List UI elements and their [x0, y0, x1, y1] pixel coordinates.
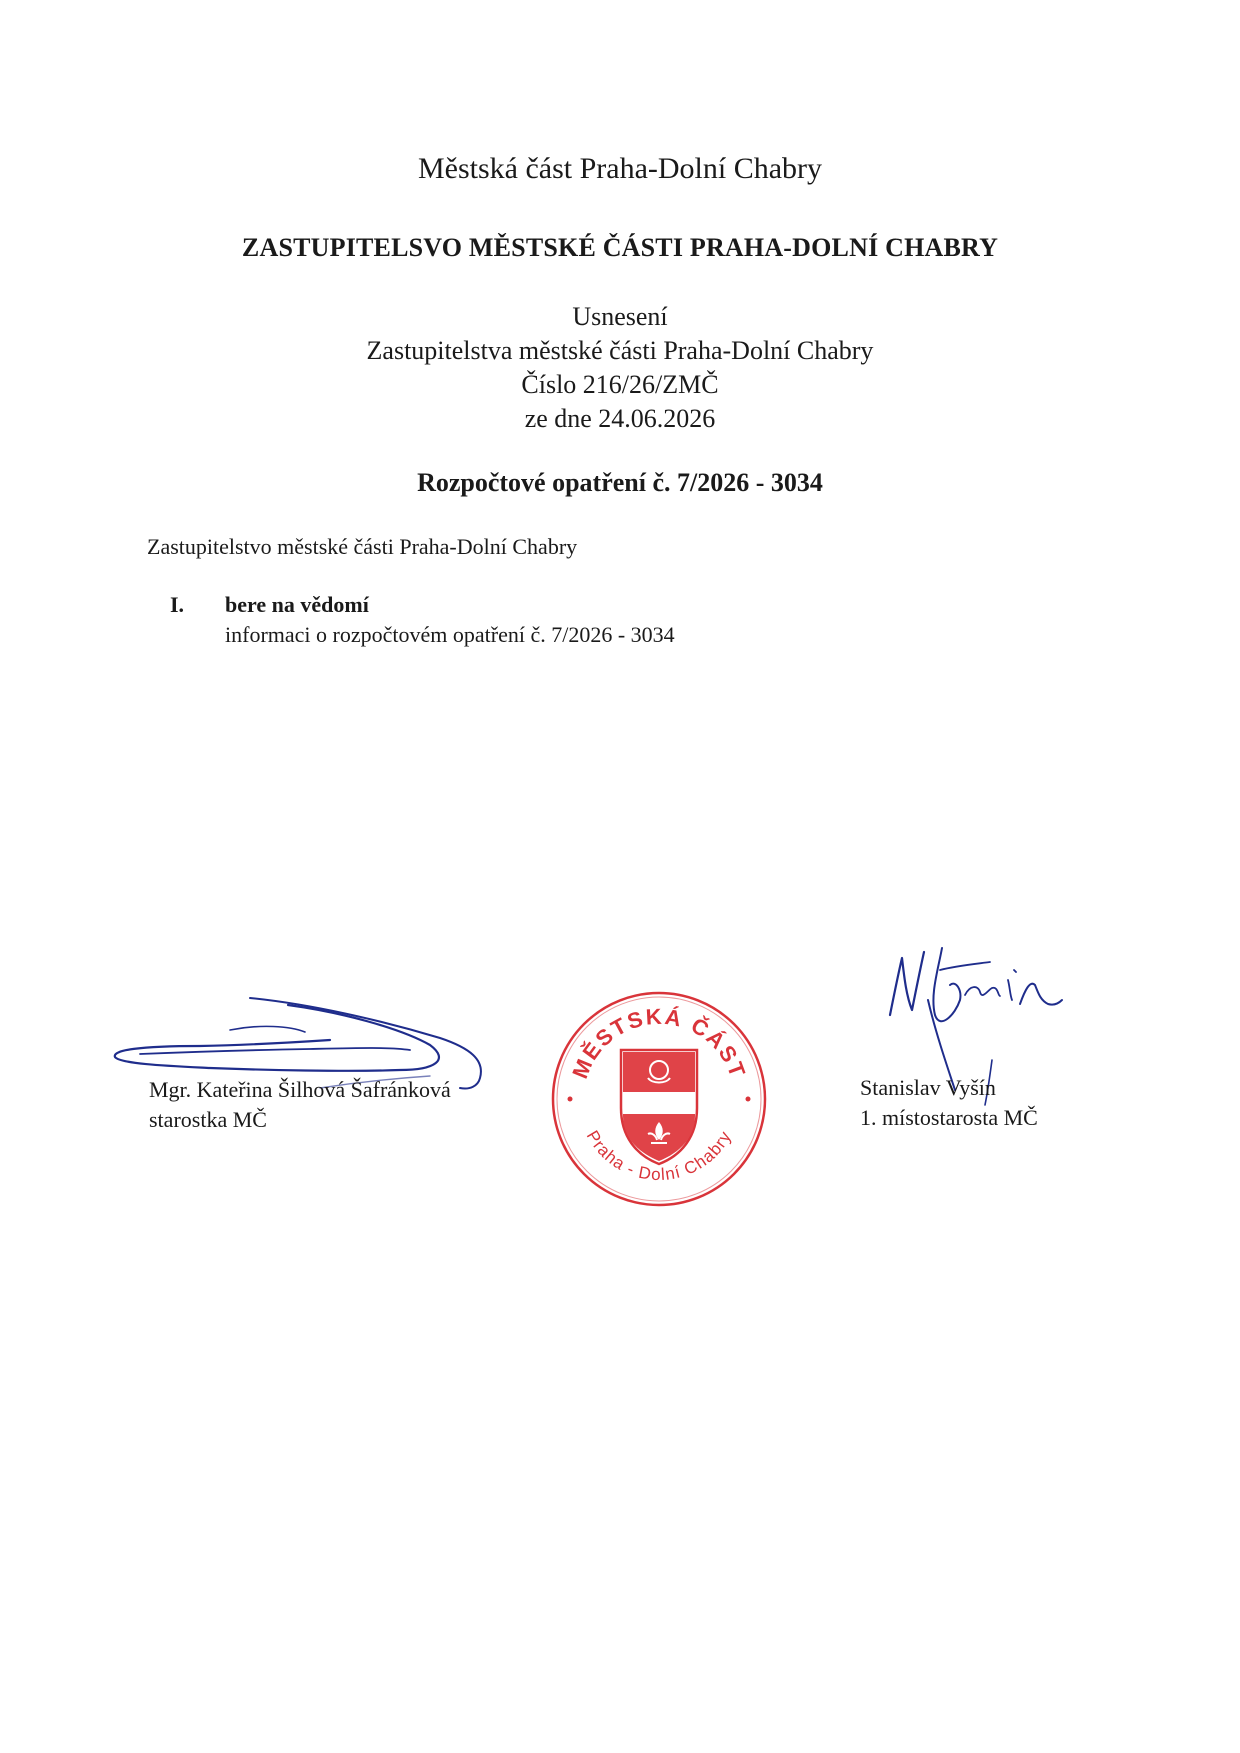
municipality-name: Městská část Praha-Dolní Chabry	[417, 152, 823, 185]
stamp-bottom-text: Praha - Dolní Chabry	[582, 1127, 736, 1185]
signatory-left-role: starostka MČ	[149, 1107, 267, 1132]
resolution-date: ze dne 24.06.2026	[524, 404, 716, 433]
resolution-subject: Rozpočtové opatření č. 7/2026 - 3034	[417, 468, 823, 497]
item-number: I.	[170, 592, 185, 617]
signature-block-right	[860, 1073, 1038, 1133]
signatory-right-role: 1. místostarosta MČ	[860, 1105, 1038, 1130]
signatory-left-name: Mgr. Kateřina Šilhová Šafránková	[149, 1077, 451, 1102]
item-title: bere na vědomí	[225, 592, 369, 617]
council-title: ZASTUPITELSVO MĚSTSKÉ ČÁSTI PRAHA-DOLNÍ CHABRY	[241, 233, 999, 262]
signatory-right-name: Stanislav Vyšín	[860, 1075, 996, 1100]
resolution-body: Zastupitelstva městské části Praha-Dolní Chabry	[366, 336, 874, 365]
resolution-label: Usnesení	[572, 302, 668, 331]
resolution-number: Číslo 216/26/ZMČ	[521, 370, 719, 399]
resolution-header	[0, 300, 1240, 436]
stamp-top-text: MĚSTSKÁ ČÁST	[567, 1003, 751, 1083]
item-text: informaci o rozpočtovém opatření č. 7/2026 - 3034	[225, 622, 675, 647]
signature-block-left	[149, 1075, 451, 1135]
intro-text: Zastupitelstvo městské části Praha-Dolní Chabry	[147, 534, 578, 559]
official-stamp-icon	[548, 988, 770, 1210]
item-body	[225, 590, 675, 650]
